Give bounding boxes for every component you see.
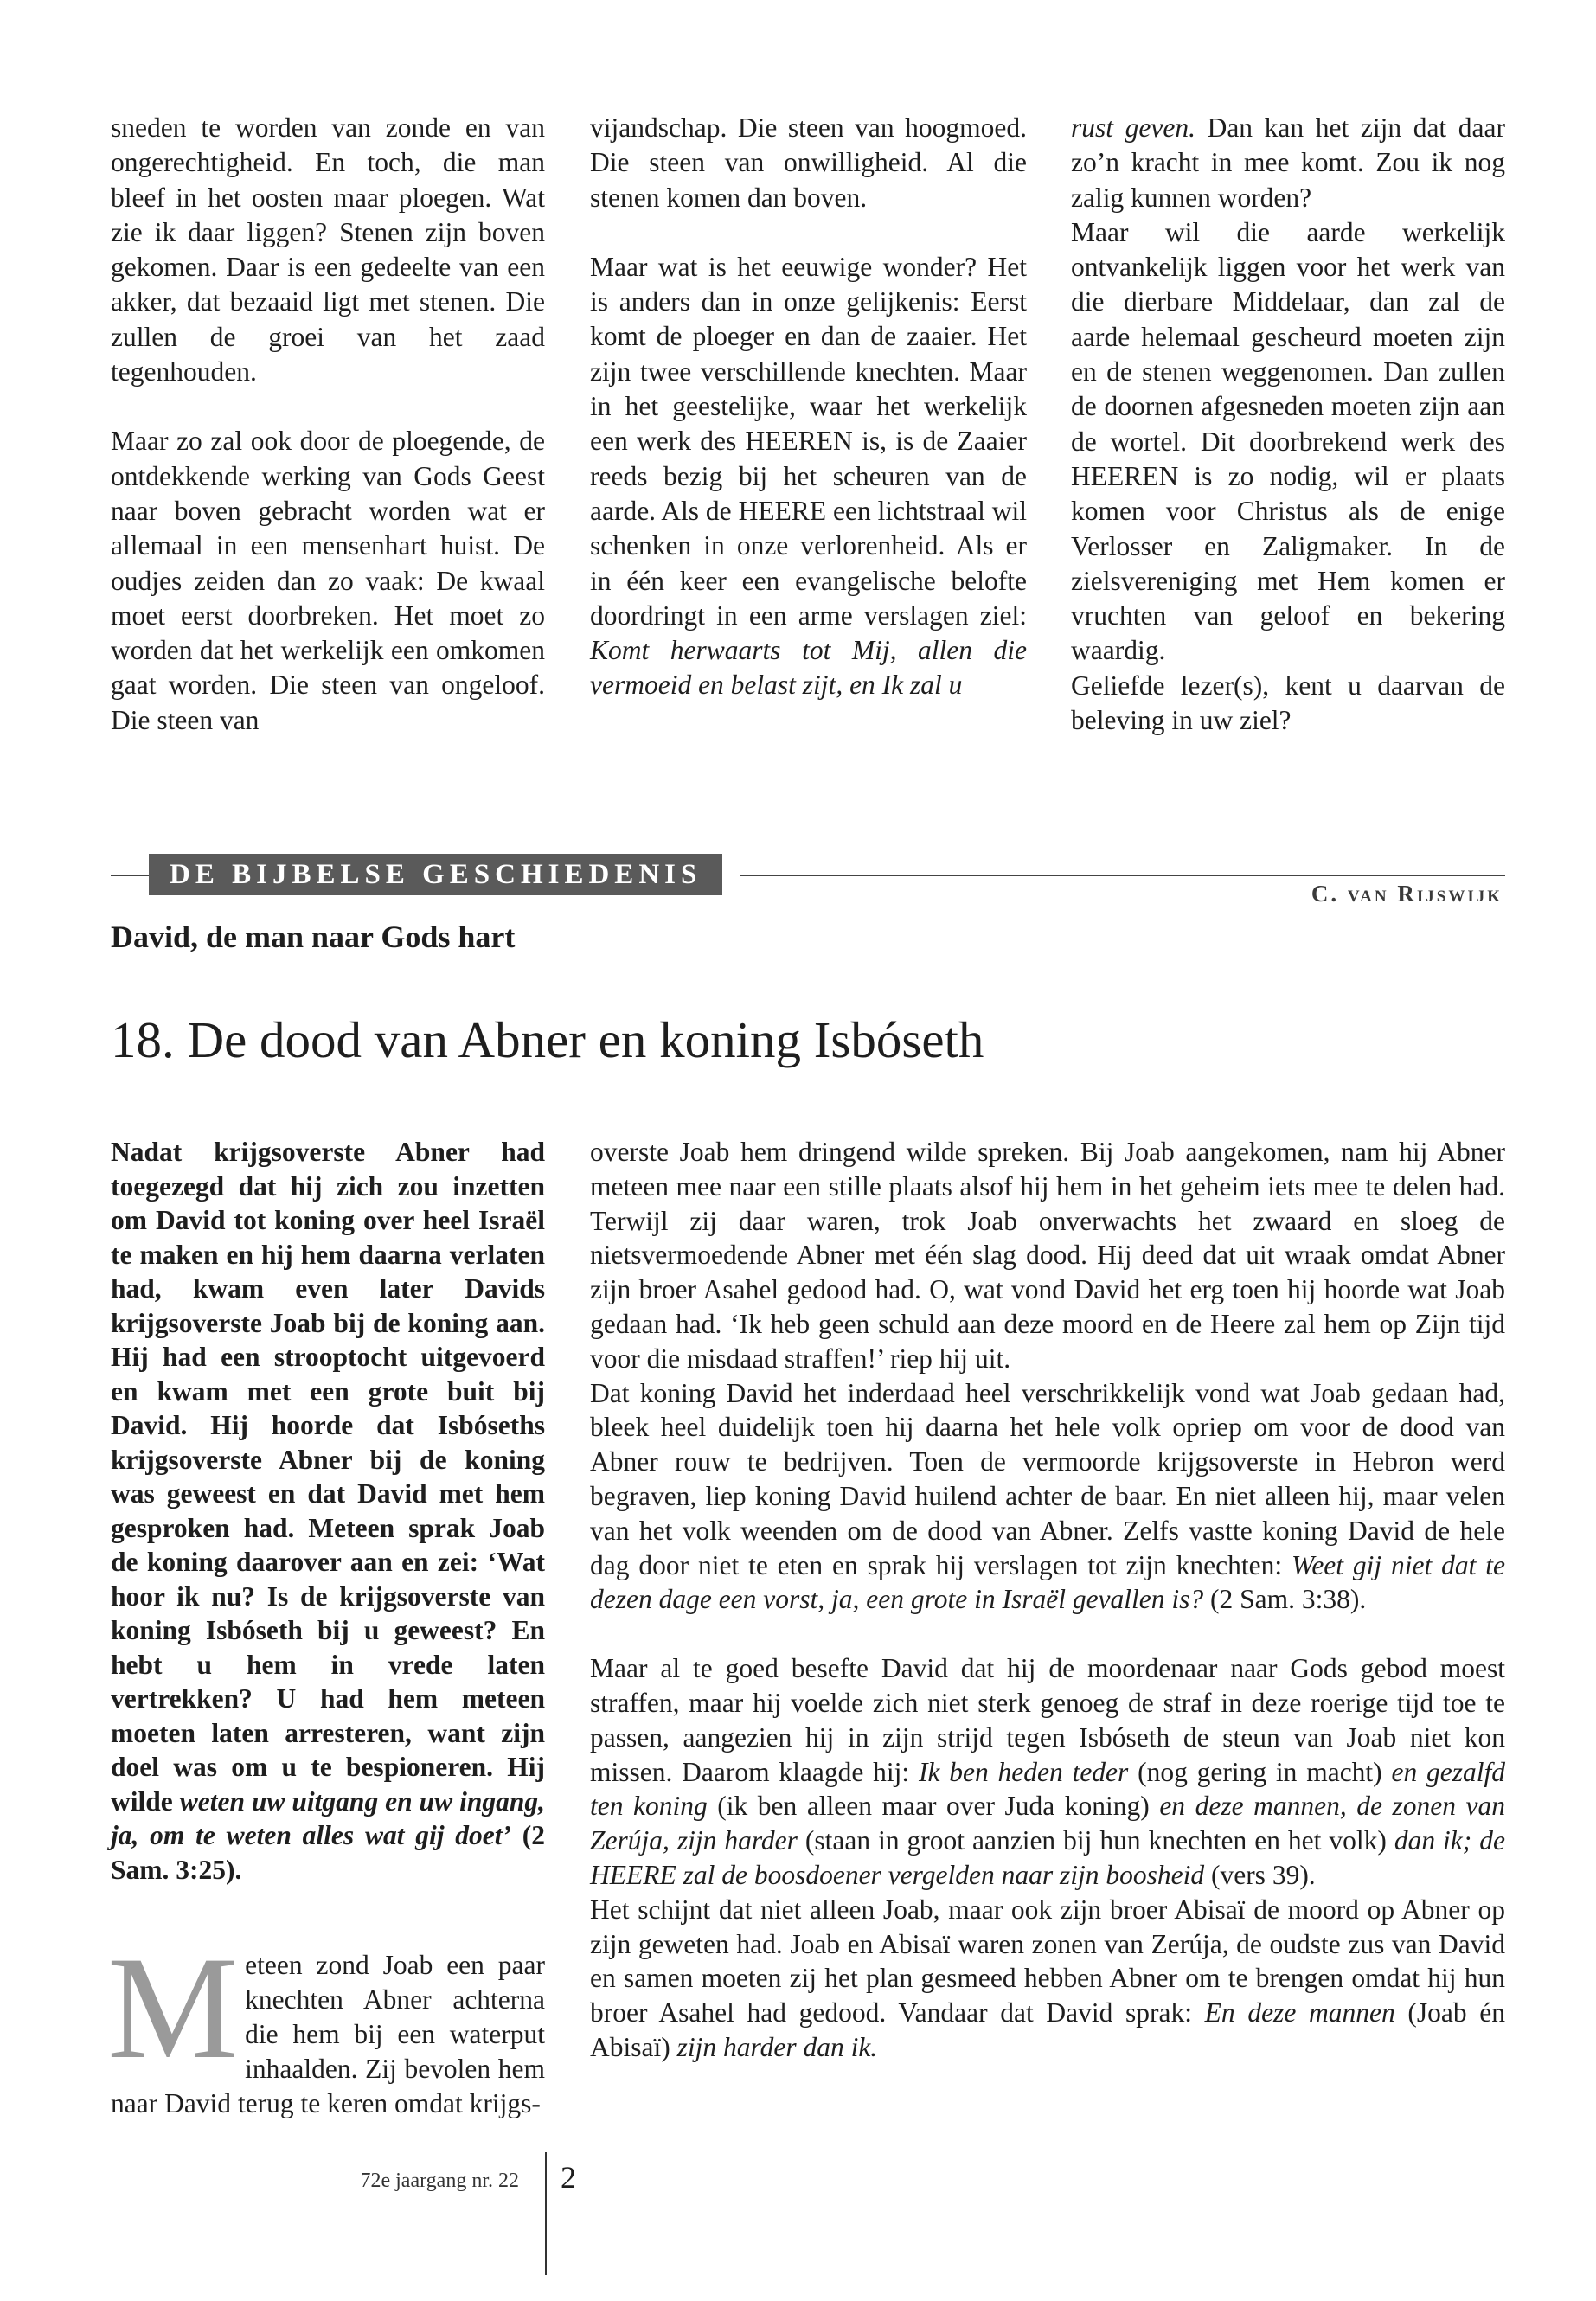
paragraph: Maar wil die aarde werkelijk ontvankelijk liggen voor het werk van die dierbare Middelaar, dan zal de aarde helemaal gescheurd moeten zijn en de stenen weggenomen. Dan zullen de doornen afgesneden moeten zijn aan de wortel. Dit doorbrekend werk des HEEREN is zo nodig, wil er plaats komen voor Christus als de enige Verlosser en Zaligmaker. In de zielsvereniging met Hem komen er vruchten van geloof en bekering waardig.: [1071, 216, 1505, 666]
top-column-2: [590, 111, 1027, 703]
dropcap-paragraph: [107, 1926, 545, 2121]
paragraph-text: Maar al te goed besefte David dat hij de moordenaar naar Gods gebod moest straffen, maar hij voelde zich niet sterk genoeg de straf in deze roerige tijd toe te passen, aangezien hij in zijn strijd tegen Isbóseth de steun van Joab niet kon missen. Daarom klaagde hij:: [590, 1653, 1505, 1787]
drop-cap-letter: M: [107, 1926, 239, 2089]
scripture-quote: en gezalfd ten koning: [590, 1756, 1506, 1822]
scripture-quote: en deze mannen, de zonen van Zerúja, zijn harder: [590, 1791, 1505, 1856]
paragraph: [590, 250, 1027, 703]
paragraph: Geliefde lezer(s), kent u daarvan de beleving in uw ziel?: [1071, 670, 1505, 736]
paragraph: [590, 1651, 1505, 1893]
paragraph: [1071, 111, 1505, 215]
section-rule-right: [740, 875, 1505, 876]
paragraph-text: Maar wat is het eeuwige wonder? Het is anders dan in onze gelijkenis: Eerst komt de ploeger en dan de zaaier. Het zijn twee verschillende knechten. Maar in het geestelijke, waar het werkelijk een werk des HEEREN is, is de Zaaier reeds bezig bij het scheuren van de aarde. Als de HEERE een lichtstraal wil schenken in onze verlorenheid. Als er in één keer een evangelische belofte doordringt in een arme verslagen ziel:: [590, 251, 1027, 631]
issue-info: 72e jaargang nr. 22: [360, 2170, 519, 2192]
scripture-reference: (2 Sam. 3:38).: [1203, 1584, 1367, 1615]
scripture-quote: dan ik; de HEERE zal de boosdoener vergelden naar zijn boosheid: [590, 1825, 1505, 1890]
paragraph: overste Joab hem dringend wilde spreken. Bij Joab aangekomen, nam hij Abner meteen mee naar een stille plaats alsof hij hem in het geheim iets mee te delen had. Terwijl zij daar waren, trok Joab onverwachts het zwaard en sloeg de nietsvermoedende Abner met één slag dood. Hij deed dat uit wraak omdat Abner zijn broer Asahel gedood had. O, wat vond David het erg toen hij hoorde wat Joab gedaan had. ‘Ik heb geen schuld aan deze moord en de Heere zal hem op Zijn tijd voor die misdaad straffen!’ riep hij uit.: [590, 1137, 1505, 1374]
paragraph: vijandschap. Die steen van hoogmoed. Die steen van onwilligheid. Al die stenen komen dan boven.: [590, 112, 1027, 213]
paragraph-text: (ik ben alleen maar over Juda koning): [707, 1791, 1160, 1822]
paragraph-text: (Joab én Abisaï): [590, 1997, 1505, 2062]
top-column-1: [111, 111, 545, 738]
scripture-quote: Weet gij niet dat te dezen dage een vorst, ja, een grote in Israël gevallen is?: [590, 1549, 1505, 1615]
paragraph-text: Dat koning David het inderdaad heel verschrikkelijk vond wat Joab gedaan had, bleek heel duidelijk toen hij daarna het hele volk opriep om voor de dood van Abner rouw te bedrijven. Toen de vermoorde krijgsoverste in Hebron werd begraven, liep koning David huilend achter de baar. En niet alleen hij, maar velen van het volk weenden om de dood van Abner. Zelfs vastte koning David de hele dag door niet te eten en sprak hij verslagen tot zijn knechten:: [590, 1377, 1505, 1580]
scripture-quote: Komt herwaarts tot Mij, allen die vermoeid en belast zijt, en Ik zal u: [590, 635, 1027, 701]
paragraph-text: Het schijnt dat niet alleen Joab, maar ook zijn broer Abisaï de moord op Abner op zijn geweten had. Joab en Abisaï waren zonen van Zerúja, de oudste zus van David en samen moeten zij het plan gesmeed hebben Abner om te brengen omdat hij hun broer Asahel had gedood. Vandaar dat David sprak:: [590, 1894, 1505, 2029]
paragraph-text: Dan kan het zijn dat daar zo’n kracht in mee komt. Zou ik nog zalig kunnen worden?: [1071, 112, 1505, 213]
scripture-quote: rust geven.: [1071, 112, 1195, 143]
scripture-quote: Ik ben heden teder: [919, 1756, 1129, 1787]
intro-quote: weten uw uitgang en uw ingang, ja, om te weten alles wat gij doet’: [111, 1785, 545, 1850]
footer-divider: [545, 2152, 547, 2275]
scripture-quote: zijn harder dan ik.: [676, 2031, 878, 2062]
article-intro: [111, 1135, 545, 1887]
paragraph: Maar zo zal ook door de ploegende, de ontdekkende werking van Gods Geest naar boven gebracht worden wat er allemaal in een mensenhart huist. De oudjes zeiden dan zo vaak: De kwaal moet eerst doorbreken. Het moet zo worden dat het werkelijk een omkomen gaat worden. Die steen van ongeloof. Die steen van: [111, 426, 545, 735]
author-name: C. van Rijswijk: [1311, 881, 1503, 907]
intro-text: Nadat krijgsoverste Abner had toegezegd dat hij zich zou inzetten om David tot koning over heel Israël te maken en hij hem daarna verlaten had, kwam even later Davids krijgsoverste Joab bij de koning aan. Hij had een strooptocht uitgevoerd en kwam met een grote buit bij David. Hij hoorde dat Isbóseths krijgsoverste Abner bij de koning was geweest en dat David met hem gesproken had. Meteen sprak Joab de koning daarover aan en zei: ‘Wat hoor ik nu? Is de krijgsoverste van koning Isbóseth bij u geweest? En hebt u hem in vrede laten vertrekken? U had hem meteen moeten laten arresteren, want zijn doel was om u te bespioneren. Hij wilde: [111, 1137, 545, 1817]
section-rule-left: [111, 875, 154, 876]
article-subtitle: David, de man naar Gods hart: [111, 920, 516, 954]
paragraph-text: (vers 39).: [1204, 1859, 1316, 1890]
top-column-3: [1071, 111, 1505, 738]
section-label: DE BIJBELSE GESCHIEDENIS: [149, 854, 722, 895]
paragraph: [590, 1376, 1505, 1618]
paragraph-text: (nog gering in macht): [1128, 1756, 1392, 1787]
page-number: 2: [561, 2160, 576, 2195]
intro-reference: (2 Sam. 3:25).: [111, 1820, 545, 1885]
article-headline: 18. De dood van Abner en koning Isbóseth: [111, 1011, 984, 1068]
article-body: [590, 1135, 1505, 2065]
paragraph-text: (staan in groot aanzien bij hun knechten en het volk): [797, 1825, 1394, 1856]
scripture-quote: En deze mannen: [1204, 1997, 1395, 2029]
paragraph: [590, 1893, 1505, 2065]
paragraph: sneden te worden van zonde en van ongerechtigheid. En toch, die man bleef in het oosten maar ploegen. Wat zie ik daar liggen? Stenen zijn boven gekomen. Daar is een gedeelte van een akker, dat bezaaid ligt met stenen. Die zullen de groei van het zaad tegenhouden.: [111, 112, 545, 388]
paragraph-text: eteen zond Joab een paar knechten Abner achterna die hem bij een waterput inhaalden. Zij bevolen hem naar David terug te keren omdat krijgs-: [111, 1950, 545, 2118]
